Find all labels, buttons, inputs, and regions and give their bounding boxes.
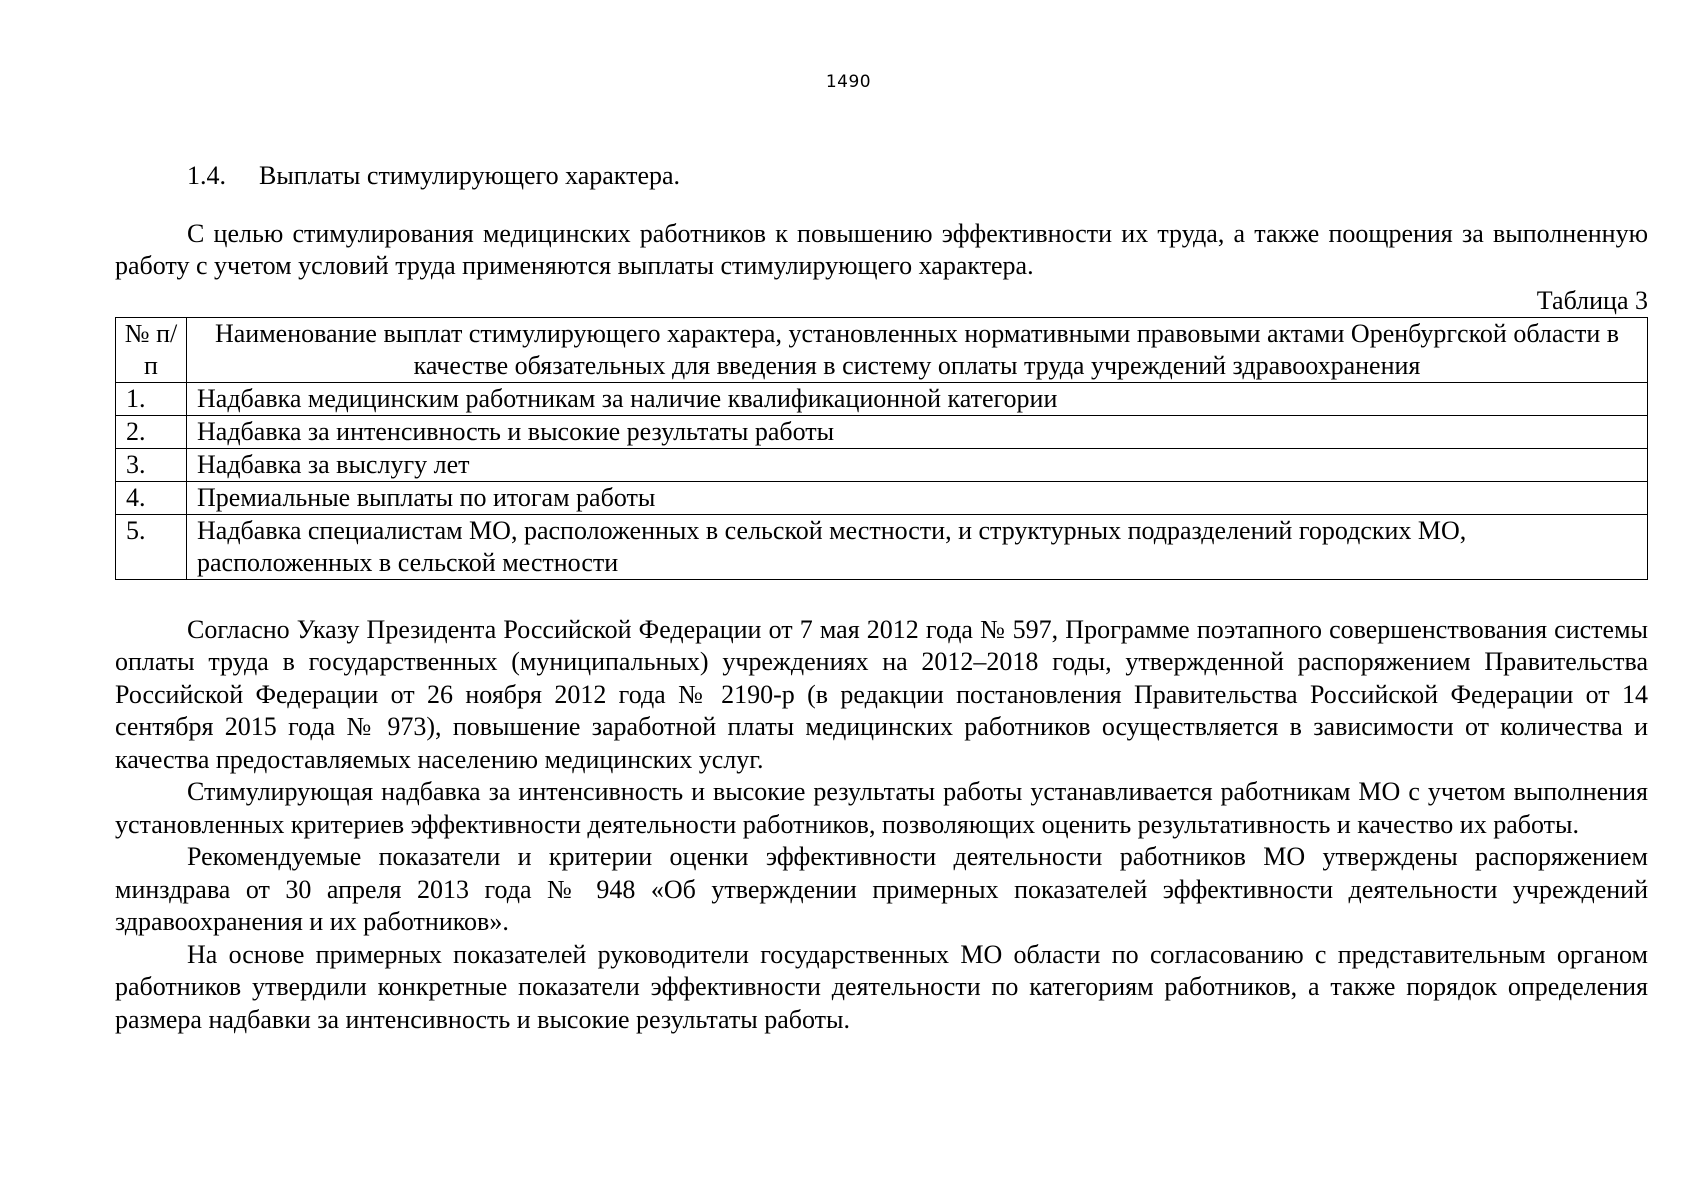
table-row [116,448,1648,481]
row-number: 3. [116,448,187,481]
table-row [116,514,1648,579]
section-title: Выплаты стимулирующего характера. [259,161,681,190]
document-body [115,160,1648,1036]
table-header-row [116,317,1648,382]
page-number: 1490 [825,72,872,92]
incentive-payments-table [115,317,1648,580]
table-row [116,382,1648,415]
row-number: 1. [116,382,187,415]
row-number: 4. [116,481,187,514]
table-caption: Таблица 3 [1536,285,1648,315]
body-paragraph: Согласно Указу Президента Российской Федерации от 7 мая 2012 года № 597, Программе поэтапного совершенствования системы оплаты труда в государственных (муниципальных) учреждениях на 2012–2018 годы, утвержденной распоряжением Правительства Российской Федерации от 26 ноября 2012 года № 2190-р (в редакции постановления Правительства Российской Федерации от 14 сентября 2015 года № 973), повышение заработной платы медицинских работников осуществляется в зависимости от количества и качества предоставляемых населению медицинских услуг. [115,614,1648,774]
intro-paragraph: С целью стимулирования медицинских работников к повышению эффективности их труда, а также поощрения за выполненную работу с учетом условий труда применяются выплаты стимулирующего характера. [115,218,1648,280]
table-row [116,415,1648,448]
section-number: 1.4. [187,161,226,190]
body-paragraph: На основе примерных показателей руководители государственных МО области по согласованию с представительным органом работников утвердили конкретные показатели эффективности деятельности по категориям работников, а также порядок определения размера надбавки за интенсивность и высокие результаты работы. [115,939,1648,1034]
table-row [116,481,1648,514]
body-paragraph: Рекомендуемые показатели и критерии оценки эффективности деятельности работников МО утверждены распоряжением минздрава от 30 апреля 2013 года № 948 «Об утверждении примерных показателей эффективности деятельности учреждений здравоохранения и их работников». [115,842,1648,936]
header-number: № п/п [116,317,187,382]
row-number: 5. [116,514,187,579]
row-name: Надбавка за интенсивность и высокие результаты работы [187,415,1648,448]
row-name: Надбавка медицинским работникам за наличие квалификационной категории [187,382,1648,415]
body-paragraph: Стимулирующая надбавка за интенсивность и высокие результаты работы устанавливается работникам МО с учетом выполнения установленных критериев эффективности деятельности работников, позволяющих оценить результативность и качество их работы. [115,777,1648,839]
row-number: 2. [116,415,187,448]
header-name: Наименование выплат стимулирующего характера, установленных нормативными правовыми актами Оренбургской области в качестве обязательных для введения в систему оплаты труда учреждений здравоохранения [187,317,1648,382]
row-name: Премиальные выплаты по итогам работы [187,481,1648,514]
section-heading [115,160,1648,193]
row-name: Надбавка специалистам МО, расположенных в сельской местности, и структурных подразделений городских МО, расположенных в сельской местности [187,514,1648,579]
row-name: Надбавка за выслугу лет [187,448,1648,481]
